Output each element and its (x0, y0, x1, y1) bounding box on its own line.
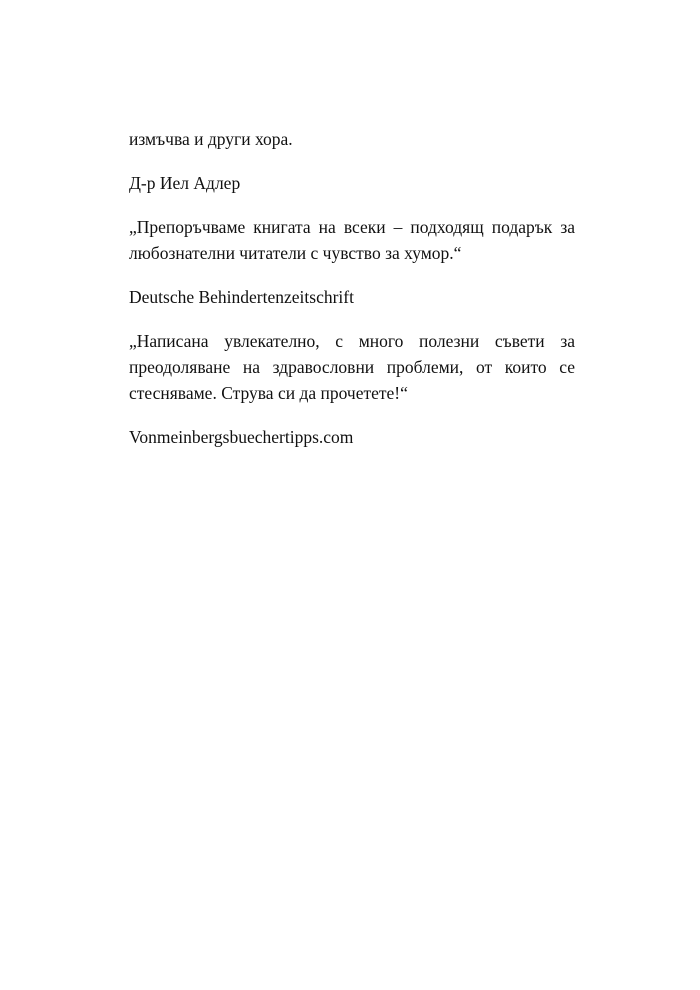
review-quote-1: „Препоръчваме книгата на всеки – подходящ подарък за любознателни читатели с чувство за хумор.“ (129, 217, 575, 263)
paragraph-continuation: измъчва и други хора. (129, 129, 293, 149)
quote-attribution-3: Vonmeinbergsbuechertipps.com (129, 427, 354, 447)
review-quote-2: „Написана увлекателно, с много полезни съвети за преодоляване на здравословни проблеми, от които се стесняваме. Струва си да прочетете!“ (129, 331, 575, 403)
quote-attribution-1: Д-р Иел Адлер (129, 173, 241, 193)
quote-attribution-2: Deutsche Behindertenzeitschrift (129, 287, 354, 307)
page-content (129, 126, 575, 450)
